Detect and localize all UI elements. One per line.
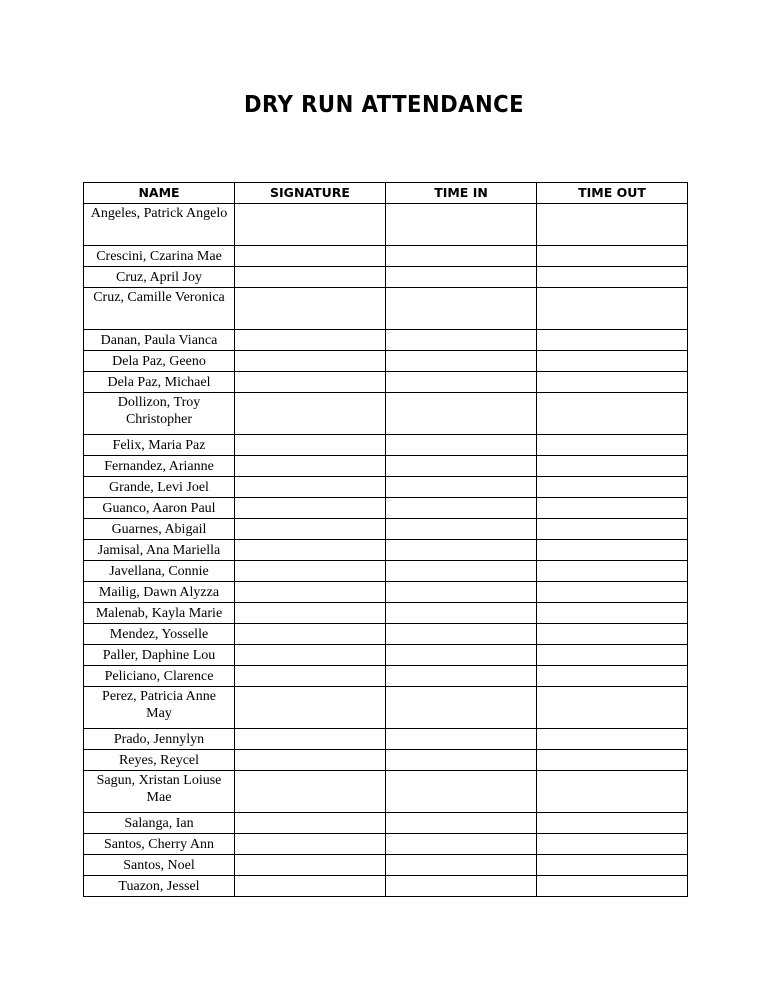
time-in-cell[interactable] xyxy=(386,645,537,666)
name-cell: Tuazon, Jessel xyxy=(84,876,235,897)
time-out-cell[interactable] xyxy=(537,582,688,603)
time-in-cell[interactable] xyxy=(386,477,537,498)
table-row xyxy=(84,834,688,855)
time-in-cell[interactable] xyxy=(386,498,537,519)
table-row xyxy=(84,603,688,624)
time-out-cell[interactable] xyxy=(537,561,688,582)
name-cell: Prado, Jennylyn xyxy=(84,729,235,750)
table-row xyxy=(84,540,688,561)
signature-cell[interactable] xyxy=(235,498,386,519)
page-title: DRY RUN ATTENDANCE xyxy=(243,92,525,118)
name-cell: Mailig, Dawn Alyzza xyxy=(84,582,235,603)
name-cell: Paller, Daphine Lou xyxy=(84,645,235,666)
time-out-cell[interactable] xyxy=(537,855,688,876)
signature-cell[interactable] xyxy=(235,750,386,771)
time-in-cell[interactable] xyxy=(386,456,537,477)
signature-cell[interactable] xyxy=(235,267,386,288)
time-out-cell[interactable] xyxy=(537,666,688,687)
time-in-cell[interactable] xyxy=(386,330,537,351)
table-row xyxy=(84,561,688,582)
signature-cell[interactable] xyxy=(235,330,386,351)
time-out-cell[interactable] xyxy=(537,393,688,435)
time-in-cell[interactable] xyxy=(386,246,537,267)
time-in-cell[interactable] xyxy=(386,624,537,645)
time-in-cell[interactable] xyxy=(386,204,537,246)
time-in-cell[interactable] xyxy=(386,351,537,372)
attendance-rows xyxy=(84,204,688,897)
name-cell: Cruz, Camille Veronica xyxy=(84,288,235,330)
name-cell: Reyes, Reycel xyxy=(84,750,235,771)
time-in-cell[interactable] xyxy=(386,519,537,540)
time-out-cell[interactable] xyxy=(537,729,688,750)
table-row xyxy=(84,204,688,246)
time-in-cell[interactable] xyxy=(386,561,537,582)
time-out-cell[interactable] xyxy=(537,330,688,351)
table-row xyxy=(84,855,688,876)
signature-cell[interactable] xyxy=(235,813,386,834)
signature-cell[interactable] xyxy=(235,771,386,813)
time-out-cell[interactable] xyxy=(537,435,688,456)
name-cell: Santos, Noel xyxy=(84,855,235,876)
name-cell: Perez, Patricia Anne May xyxy=(84,687,235,729)
table-row xyxy=(84,666,688,687)
name-cell: Dela Paz, Geeno xyxy=(84,351,235,372)
table-row xyxy=(84,393,688,435)
time-in-cell[interactable] xyxy=(386,855,537,876)
time-in-cell[interactable] xyxy=(386,750,537,771)
header-time-in: TIME IN xyxy=(386,183,537,204)
time-in-cell[interactable] xyxy=(386,666,537,687)
table-row xyxy=(84,519,688,540)
name-cell: Felix, Maria Paz xyxy=(84,435,235,456)
table-header-row xyxy=(84,183,688,204)
time-in-cell[interactable] xyxy=(386,729,537,750)
name-cell: Dela Paz, Michael xyxy=(84,372,235,393)
name-cell: Sagun, Xristan Loiuse Mae xyxy=(84,771,235,813)
signature-cell[interactable] xyxy=(235,540,386,561)
signature-cell[interactable] xyxy=(235,855,386,876)
signature-cell[interactable] xyxy=(235,288,386,330)
time-out-cell[interactable] xyxy=(537,687,688,729)
name-cell: Fernandez, Arianne xyxy=(84,456,235,477)
table-row xyxy=(84,498,688,519)
time-out-cell[interactable] xyxy=(537,519,688,540)
time-out-cell[interactable] xyxy=(537,603,688,624)
name-cell: Guanco, Aaron Paul xyxy=(84,498,235,519)
time-in-cell[interactable] xyxy=(386,540,537,561)
time-in-cell[interactable] xyxy=(386,288,537,330)
table-row xyxy=(84,645,688,666)
name-cell: Malenab, Kayla Marie xyxy=(84,603,235,624)
signature-cell[interactable] xyxy=(235,729,386,750)
table-row xyxy=(84,729,688,750)
time-out-cell[interactable] xyxy=(537,246,688,267)
time-in-cell[interactable] xyxy=(386,393,537,435)
table-row xyxy=(84,624,688,645)
signature-cell[interactable] xyxy=(235,477,386,498)
signature-cell[interactable] xyxy=(235,834,386,855)
time-out-cell[interactable] xyxy=(537,267,688,288)
name-cell: Javellana, Connie xyxy=(84,561,235,582)
time-out-cell[interactable] xyxy=(537,477,688,498)
time-in-cell[interactable] xyxy=(386,435,537,456)
time-in-cell[interactable] xyxy=(386,876,537,897)
time-out-cell[interactable] xyxy=(537,834,688,855)
table-row xyxy=(84,288,688,330)
time-out-cell[interactable] xyxy=(537,876,688,897)
attendance-table xyxy=(83,182,688,897)
name-cell: Mendez, Yosselle xyxy=(84,624,235,645)
time-in-cell[interactable] xyxy=(386,687,537,729)
signature-cell[interactable] xyxy=(235,246,386,267)
signature-cell[interactable] xyxy=(235,561,386,582)
table-row xyxy=(84,267,688,288)
signature-cell[interactable] xyxy=(235,393,386,435)
signature-cell[interactable] xyxy=(235,687,386,729)
name-cell: Peliciano, Clarence xyxy=(84,666,235,687)
table-row xyxy=(84,750,688,771)
table-row xyxy=(84,372,688,393)
name-cell: Jamisal, Ana Mariella xyxy=(84,540,235,561)
time-in-cell[interactable] xyxy=(386,603,537,624)
signature-cell[interactable] xyxy=(235,519,386,540)
table-row xyxy=(84,876,688,897)
time-in-cell[interactable] xyxy=(386,834,537,855)
signature-cell[interactable] xyxy=(235,666,386,687)
time-out-cell[interactable] xyxy=(537,498,688,519)
signature-cell[interactable] xyxy=(235,624,386,645)
table-row xyxy=(84,813,688,834)
name-cell: Cruz, April Joy xyxy=(84,267,235,288)
signature-cell[interactable] xyxy=(235,876,386,897)
time-out-cell[interactable] xyxy=(537,288,688,330)
signature-cell[interactable] xyxy=(235,582,386,603)
header-signature: SIGNATURE xyxy=(235,183,386,204)
signature-cell[interactable] xyxy=(235,456,386,477)
table-row xyxy=(84,771,688,813)
time-out-cell[interactable] xyxy=(537,204,688,246)
name-cell: Grande, Levi Joel xyxy=(84,477,235,498)
table-row xyxy=(84,582,688,603)
header-name: NAME xyxy=(84,183,235,204)
table-row xyxy=(84,456,688,477)
time-out-cell[interactable] xyxy=(537,645,688,666)
table-row xyxy=(84,246,688,267)
time-out-cell[interactable] xyxy=(537,372,688,393)
signature-cell[interactable] xyxy=(235,372,386,393)
time-in-cell[interactable] xyxy=(386,582,537,603)
name-cell: Santos, Cherry Ann xyxy=(84,834,235,855)
time-out-cell[interactable] xyxy=(537,540,688,561)
table-row xyxy=(84,330,688,351)
name-cell: Guarnes, Abigail xyxy=(84,519,235,540)
table-row xyxy=(84,477,688,498)
time-out-cell[interactable] xyxy=(537,813,688,834)
time-in-cell[interactable] xyxy=(386,813,537,834)
name-cell: Angeles, Patrick Angelo xyxy=(84,204,235,246)
header-time-out: TIME OUT xyxy=(537,183,688,204)
time-out-cell[interactable] xyxy=(537,624,688,645)
name-cell: Dollizon, Troy Christopher xyxy=(84,393,235,435)
time-in-cell[interactable] xyxy=(386,267,537,288)
table-row xyxy=(84,351,688,372)
time-in-cell[interactable] xyxy=(386,372,537,393)
name-cell: Crescini, Czarina Mae xyxy=(84,246,235,267)
signature-cell[interactable] xyxy=(235,351,386,372)
time-out-cell[interactable] xyxy=(537,771,688,813)
time-out-cell[interactable] xyxy=(537,750,688,771)
signature-cell[interactable] xyxy=(235,603,386,624)
signature-cell[interactable] xyxy=(235,645,386,666)
time-out-cell[interactable] xyxy=(537,456,688,477)
time-in-cell[interactable] xyxy=(386,771,537,813)
name-cell: Salanga, Ian xyxy=(84,813,235,834)
signature-cell[interactable] xyxy=(235,435,386,456)
name-cell: Danan, Paula Vianca xyxy=(84,330,235,351)
table-row xyxy=(84,687,688,729)
signature-cell[interactable] xyxy=(235,204,386,246)
time-out-cell[interactable] xyxy=(537,351,688,372)
table-row xyxy=(84,435,688,456)
